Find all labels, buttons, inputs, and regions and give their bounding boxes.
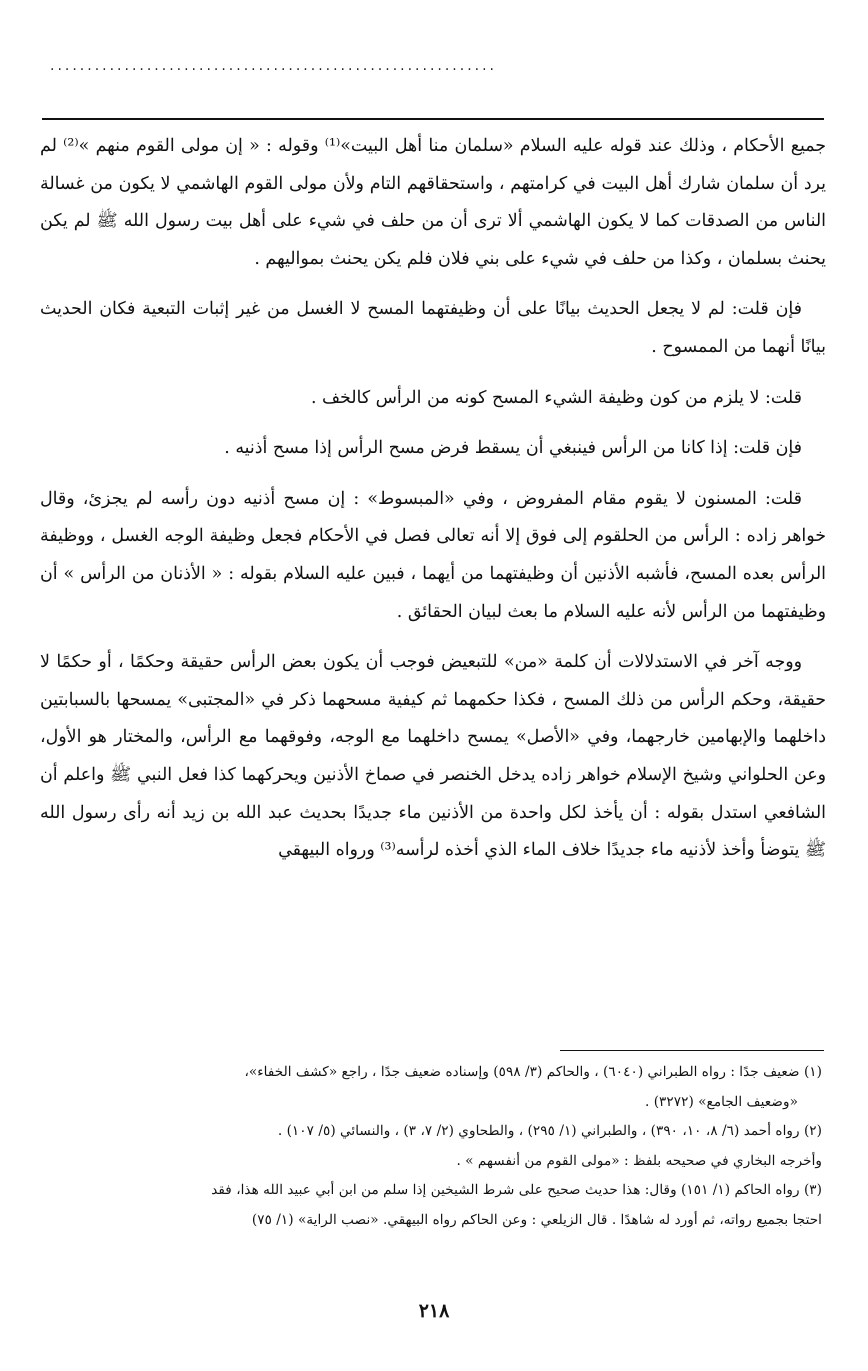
main-text [40,128,826,870]
paragraph: قلت: لا يلزم من كون وظيفة الشيء المسح كونه من الرأس كالخف . [310,387,802,408]
paragraph: فإن قلت: لم لا يجعل الحديث بيانًا على أن وظيفتهما المسح لا الغسل من غير إثبات التبعية فكان الحديث بيانًا أنهما من الممسوح . [40,299,826,357]
footnote-1-continued: «وضعيف الجامع» (٣٢٧٢) . [645,1093,798,1110]
paragraph: قلت: المسنون لا يقوم مقام المفروض ، وفي «المبسوط» : إن مسح أذنيه دون رأسه لم يجزئ، وقال خواهر زاده : الرأس من الحلقوم إلى فوق إلا أنه تعالى فصل في الأحكام فجعل وظيفة الوجه الغسل ، ووظيفة الرأس بعده المسح، فأشبه الأذنين أن وظيفتهما من أيهما ، فبين عليه السلام بقوله : « الأذنان من الرأس » أن وظيفتهما من الرأس لأنه عليه السلام ما بعث لبيان الحقائق . [40,488,826,622]
footnote-rule [560,1050,824,1051]
header-dotted-leader: ............................................................ [50,58,498,74]
paragraph-gap [40,278,826,291]
paragraph: جميع الأحكام ، وذلك عند قوله عليه السلام «سلمان منا أهل البيت»⁽¹⁾ وقوله : « إن مولى القوم منهم »⁽²⁾ لم يرد أن سلمان شارك أهل البيت في كرامتهم ، واستحقاقهم التام ولأن مولى القوم الهاشمي لا يكون من غسالة الناس من الصدقات كما لا يكون الهاشمي ألا ترى أن من حلف في شيء على أهل بيت رسول الله ﷺ لم يكن يحنث بسلمان ، وكذا من حلف في شيء على بني فلان فلم يكن يحنث بمواليهم . [40,136,826,269]
footnotes [46,1058,822,1235]
header-rule [42,118,824,120]
footnote-3-continued: احتجا بجميع رواته، ثم أورد له شاهدًا . قال الزيلعي : وعن الحاكم رواه البيهقي. «نصب الراية» (١/ ٧٥) [251,1211,822,1228]
footnote-2: (٢) رواه أحمد (٦/ ٨، ١٠، ٣٩٠) ، والطبراني (١/ ٢٩٥) ، والطحاوي (٢/ ٧، ٣) ، والنسائي (٥/ ١٠٧) . [277,1123,822,1139]
footnote-3: (٣) رواه الحاكم (١/ ١٥١) وقال: هذا حديث صحيح على شرط الشيخين إذا سلم من ابن أبي عبيد الله هذا، فقد [211,1182,822,1198]
paragraph-gap [40,417,826,430]
footnote-1: (١) ضعيف جدًا : رواه الطبراني (٦٠٤٠) ، والحاكم (٣/ ٥٩٨) وإسناده ضعيف جدًا ، راجع «كشف الخفاء»، [244,1064,822,1080]
paragraph: فإن قلت: إذا كانا من الرأس فينبغي أن يسقط فرض مسح الرأس إذا مسح أذنيه . [224,438,802,459]
footnote-2-continued: وأخرجه البخاري في صحيحه بلفظ : «مولى القوم من أنفسهم » . [456,1152,822,1169]
paragraph-gap [40,468,826,481]
page-number: ٢١٨ [418,1300,450,1322]
paragraph: ووجه آخر في الاستدلالات أن كلمة «من» للتبعيض فوجب أن يكون بعض الرأس حقيقة وحكمًا ، أو حكمًا لا حقيقة، وحكم الرأس من ذلك المسح ، فكذا حكمهما ثم كيفية مسحهما ذكر في «المجتبى» يمسحها بالسبابتين داخلهما والإبهامين خارجهما، وفي «الأصل» يمسح داخلهما مع الوجه، وفوقهما مع الرأس، والمختار هو الأول، وعن الحلواني وشيخ الإسلام خواهر زاده يدخل الخنصر في صماخ الأذنين ويحركهما كذا فعل النبي ﷺ واعلم أن الشافعي استدل بقوله : أن يأخذ لكل واحدة من الأذنين ماء جديدًا بحديث عبد الله بن زيد أنه رأى رسول الله ﷺ يتوضأ وأخذ لأذنيه ماء جديدًا خلاف الماء الذي أخذه لرأسه⁽³⁾ ورواه البيهقي [40,652,826,861]
paragraph-gap [40,367,826,380]
paragraph-gap [40,631,826,644]
